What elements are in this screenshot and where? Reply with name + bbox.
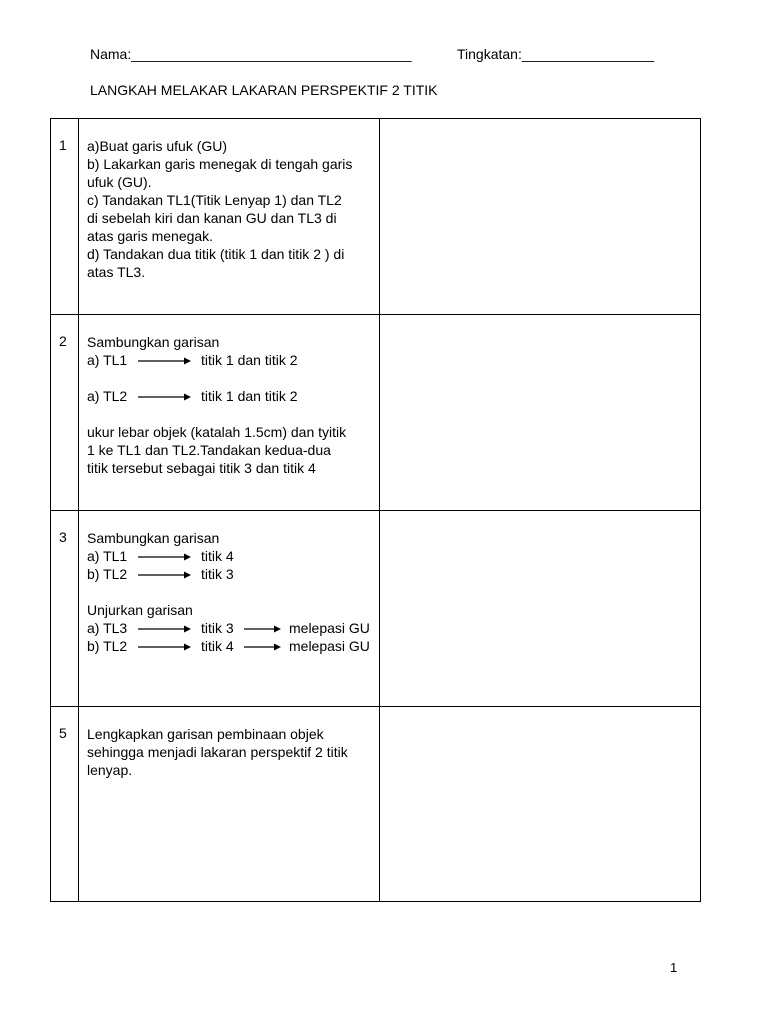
extension-from: a) TL3 xyxy=(87,620,128,636)
connection-to: titik 1 dan titik 2 xyxy=(201,388,298,404)
instruction-line: d) Tandakan dua titik (titik 1 dan titik 2 ) di xyxy=(87,246,345,262)
extension-line xyxy=(87,637,379,655)
extension-to: melepasi GU xyxy=(289,638,370,654)
right-arrow-icon xyxy=(137,356,193,366)
steps-table xyxy=(50,118,701,902)
nama-field: Nama:____________________________________ xyxy=(90,46,412,62)
extension-via: titik 4 xyxy=(201,638,234,654)
step-instruction-cell xyxy=(79,707,380,902)
connection-from: a) TL2 xyxy=(87,388,128,404)
right-arrow-icon xyxy=(137,552,193,562)
right-arrow-icon xyxy=(137,642,193,652)
extension-from: b) TL2 xyxy=(87,638,128,654)
instruction-line: a)Buat garis ufuk (GU) xyxy=(87,138,228,154)
step-row-1 xyxy=(51,119,701,315)
connection-from: a) TL1 xyxy=(87,548,128,564)
connection-from: a) TL1 xyxy=(87,352,128,368)
connection-line xyxy=(87,547,379,565)
connection-to: titik 4 xyxy=(201,548,234,564)
right-arrow-icon xyxy=(243,624,283,634)
instruction-line: di sebelah kiri dan kanan GU dan TL3 di xyxy=(87,210,337,226)
instruction-line: lenyap. xyxy=(87,762,133,778)
right-arrow-icon xyxy=(137,570,193,580)
worksheet-title: LANGKAH MELAKAR LAKARAN PERSPEKTIF 2 TITIK xyxy=(90,82,438,98)
step-number-cell xyxy=(51,119,79,315)
instruction-line: ufuk (GU). xyxy=(87,174,152,190)
connection-line xyxy=(87,565,379,583)
tingkatan-field: Tingkatan:_________________ xyxy=(457,46,655,62)
instruction-line: b) Lakarkan garis menegak di tengah garis xyxy=(87,156,353,172)
header-row xyxy=(90,46,690,68)
step-instruction-cell xyxy=(79,119,380,315)
connection-from: b) TL2 xyxy=(87,566,128,582)
connection-line xyxy=(87,351,379,369)
step-number: 3 xyxy=(59,529,67,545)
instruction-line: atas TL3. xyxy=(87,264,146,280)
instruction-line: titik tersebut sebagai titik 3 dan titik 4 xyxy=(87,460,316,476)
drawing-area[interactable] xyxy=(380,707,701,902)
drawing-area[interactable] xyxy=(380,315,701,511)
step-number-cell xyxy=(51,511,79,707)
extension-to: melepasi GU xyxy=(289,620,370,636)
right-arrow-icon xyxy=(243,642,283,652)
step-instruction-cell xyxy=(79,511,380,707)
step-number: 1 xyxy=(59,137,67,153)
right-arrow-icon xyxy=(137,624,193,634)
right-arrow-icon xyxy=(137,392,193,402)
step-instruction-cell xyxy=(79,315,380,511)
instruction-heading: Sambungkan garisan xyxy=(87,334,220,350)
extension-via: titik 3 xyxy=(201,620,234,636)
page-number: 1 xyxy=(670,960,678,975)
drawing-area[interactable] xyxy=(380,119,701,315)
extension-line xyxy=(87,619,379,637)
step-row-2 xyxy=(51,315,701,511)
step-number: 5 xyxy=(59,725,67,741)
step-row-4 xyxy=(51,707,701,902)
step-number-cell xyxy=(51,707,79,902)
step-row-3 xyxy=(51,511,701,707)
instruction-line: c) Tandakan TL1(Titik Lenyap 1) dan TL2 xyxy=(87,192,342,208)
connection-to: titik 3 xyxy=(201,566,234,582)
instruction-line: ukur lebar objek (katalah 1.5cm) dan tyitik xyxy=(87,424,347,440)
instruction-heading: Unjurkan garisan xyxy=(87,602,193,618)
instruction-line: Lengkapkan garisan pembinaan objek xyxy=(87,726,324,742)
connection-line xyxy=(87,387,379,405)
instruction-line: atas garis menegak. xyxy=(87,228,214,244)
instruction-line: sehingga menjadi lakaran perspektif 2 titik xyxy=(87,744,348,760)
instruction-heading: Sambungkan garisan xyxy=(87,530,220,546)
step-number-cell xyxy=(51,315,79,511)
step-number: 2 xyxy=(59,333,67,349)
instruction-line: 1 ke TL1 dan TL2.Tandakan kedua-dua xyxy=(87,442,331,458)
connection-to: titik 1 dan titik 2 xyxy=(201,352,298,368)
drawing-area[interactable] xyxy=(380,511,701,707)
